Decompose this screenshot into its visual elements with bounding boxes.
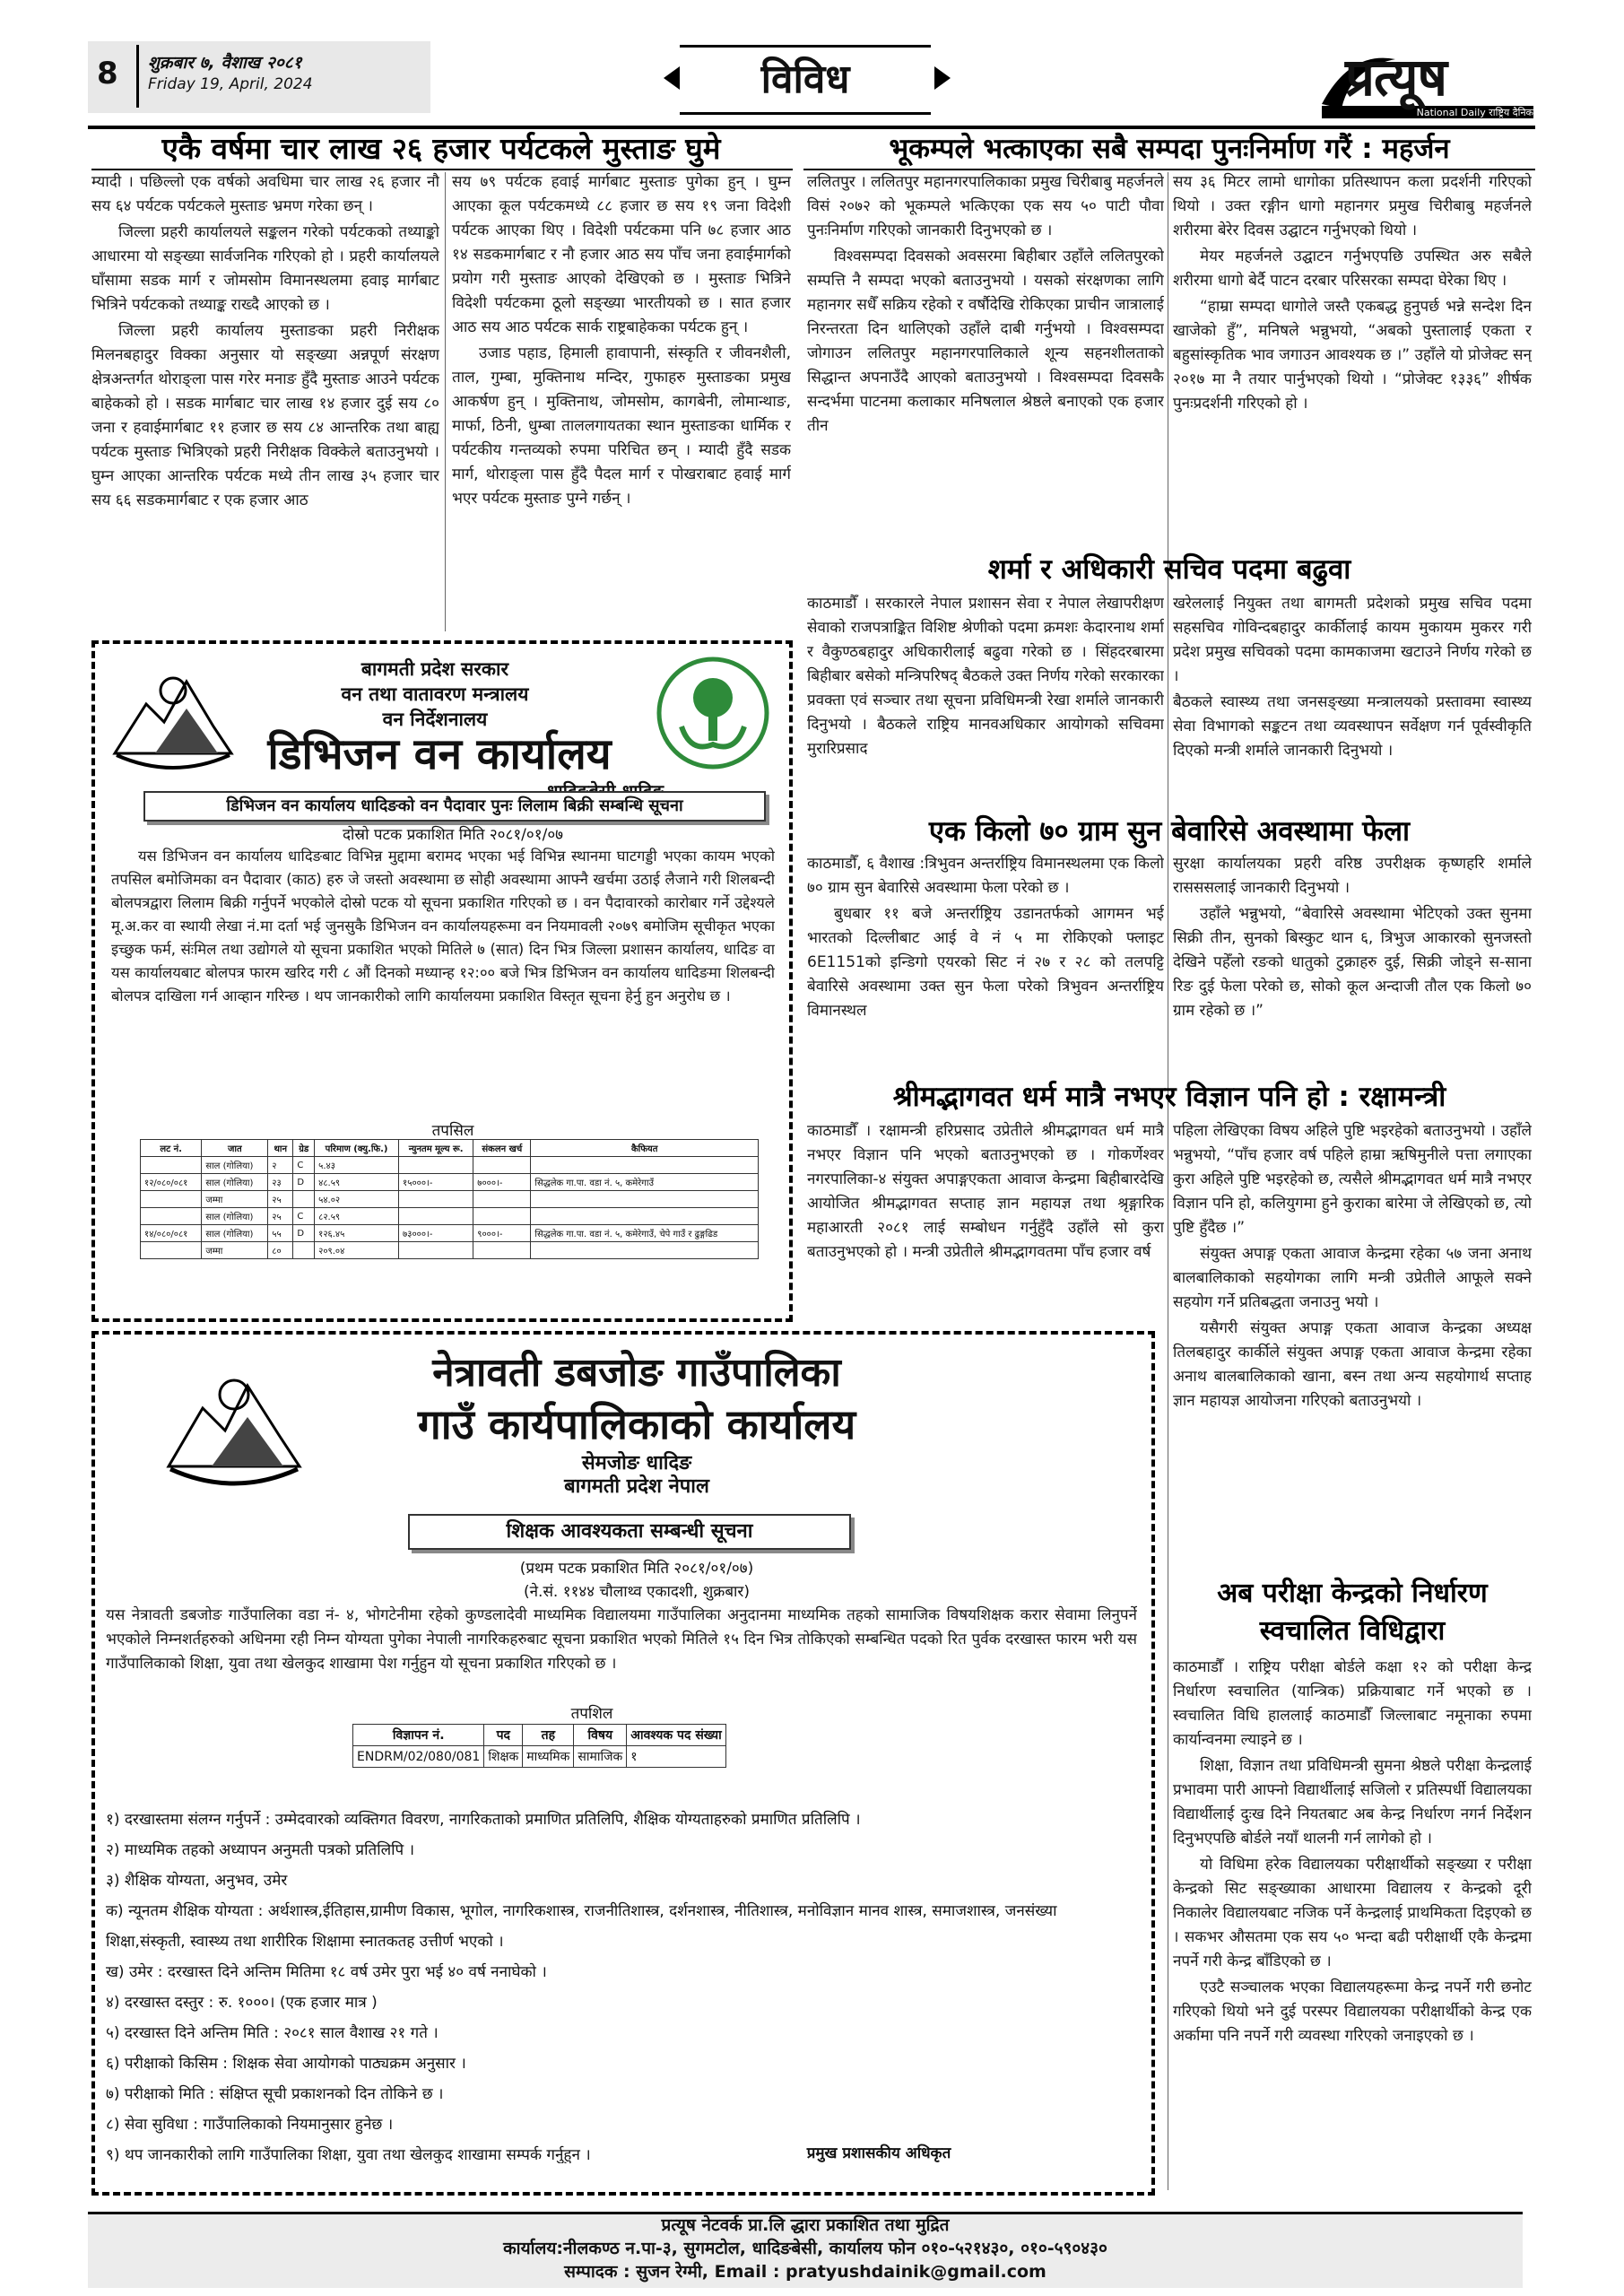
forest-ad-ministry: वन तथा वातावरण मन्त्रालय: [341, 683, 529, 705]
paragraph: काठमाडौँ । राष्ट्रिय परीक्षा बोर्डले कक्षा १२ को परीक्षा केन्द्र निर्धारण स्वचालित (यान्त्रिक) प्रक्रियाबाट गर्ने भएको छ । स्वचालित विधि हाललाई काठमाडौँ जिल्लाबाट नमूनाका रुपमा कार्यान्वनमा ल्याइने छ ।: [1173, 1658, 1532, 1749]
paragraph: सुरक्षा कार्यालयका प्रहरी वरिष्ठ उपरीक्षक कृष्णहरि शर्माले रासससलाई जानकारी दिनुभयो ।: [1173, 855, 1532, 897]
article-secretary-col2: [1173, 592, 1532, 813]
page-number: 8: [97, 56, 118, 91]
forest-table-header-cell: परिमाण (क्यु.फि.): [315, 1140, 399, 1157]
paragraph: बुधबार ११ बजे अन्तर्राष्ट्रिय उडानतर्फको आगमन भई भारतको दिल्लीबाट आई वे नं ५ मा रोकिएको फ्लाइट 6E1151को इन्डिगो एयरको सिट नं २७ र २८ को तलपट्टि बेवारिसे अवस्थामा उक्त सुन फेला परेको त्रिभुवन अन्तर्राष्ट्रिय विमानस्थल: [807, 905, 1164, 1020]
header-divider: [136, 45, 139, 108]
forest-table-cell: [399, 1208, 473, 1225]
vacancy-table-cell: सामाजिक: [574, 1746, 627, 1768]
forest-table-cell: [473, 1157, 531, 1174]
forest-table-cell: १५०००।-: [399, 1174, 473, 1191]
forest-table-cell: ७०००।-: [473, 1174, 531, 1191]
forest-table-row: [141, 1225, 759, 1242]
forest-table-cell: २०९.०४: [315, 1242, 399, 1259]
paragraph: विश्वसम्पदा दिवसको अवसरमा बिहीबार उहाँले ललितपुरको सम्पत्ति नै सम्पदा भएको बताउनुभयो । यसको संरक्षणका लागि महानगर सधैँ सक्रिय रहेको र वर्षौदेखि रोकिएका प्राचीन जात्रालाई निरन्तरता दिन थालिएको उहाँले दाबी गर्नुभयो । विश्वसम्पदा जोगाउन ललितपुर महानगरपालिकाले शून्य सहनशीलताको सिद्धान्त अपनाउँदै आएको बताउनुभयो । विश्वसम्पदा दिवसकै सन्दर्भमा पाटनमा कलाकार मनिषलाल श्रेष्ठले बनाएको एक हजार तीन: [807, 248, 1164, 435]
forest-table-cell: C: [293, 1208, 315, 1225]
forest-table-cell: जम्मा: [202, 1242, 268, 1259]
logo-wordmark: प्रत्यूष: [1345, 47, 1446, 108]
footer-address: कार्यालय:नीलकण्ठ न.पा-३, सुगमटोल, धादिङबेसी, कार्यालय फोन ०१०-५२१४३०, ०१०-५९०४३०: [503, 2239, 1107, 2258]
gaupalika-ns-date: (ने.सं. ११४४ चौलाथ्व एकादशी, शुक्रबार): [523, 1583, 751, 1601]
paragraph: सय ३६ मिटर लामो धागोका प्रतिस्थापन कला प्रदर्शनी गरिएको थियो । उक्त रङ्गीन धागो महानगर प्रमुख चिरीबाबु महर्जनले शरीरमा बेरेर दिवस उद्घाटन गर्नुभएको थियो ।: [1173, 173, 1532, 239]
footer-editor: सम्पादक : सुजन रेग्मी, Email : pratyushdainik@gmail.com: [564, 2262, 1046, 2282]
forest-table-cell: [399, 1242, 473, 1259]
vacancy-table-cell: माध्यमिक: [523, 1746, 574, 1768]
vacancy-table-header-cell: तह: [523, 1725, 574, 1746]
forest-table-cell: २५: [268, 1191, 293, 1208]
forest-table-cell: साल (गोलिया): [202, 1225, 268, 1242]
forest-table-cell: [399, 1157, 473, 1174]
article-exam: [1173, 1656, 1532, 2194]
forest-table-cell: [531, 1208, 759, 1225]
gaupalika-notice-title: शिक्षक आवश्यकता सम्बन्धी सूचना: [408, 1514, 851, 1550]
condition-item: २) माध्यमिक तहको अध्यापन अनुमती पत्रको प्रतिलिपि ।: [106, 1841, 415, 1859]
forest-table-row: [141, 1191, 759, 1208]
paragraph: शिक्षा, विज्ञान तथा प्रविधिमन्त्री सुमना श्रेष्ठले परीक्षा केन्द्रलाई प्रभावमा पारी आफ्नो विद्यार्थीलाई सजिलो र प्रतिस्पर्धी विद्यालयका विद्यार्थीलाई दुःख दिने नियतबाट अब केन्द्र निर्धारण नगर्न निर्देशन दिनुभएपछि बोर्डले नयाँ थालनी गर्न लागेको हो ।: [1173, 1757, 1532, 1848]
condition-item: ९) थप जानकारीको लागि गाउँपालिका शिक्षा, युवा तथा खेलकुद शाखामा सम्पर्क गर्नुहुन ।: [106, 2146, 591, 2163]
paragraph: सय ७९ पर्यटक हवाई मार्गबाट मुस्ताङ पुगेका हुन् । घुम्न आएका कूल पर्यटकमध्ये ८८ हजार छ सय १९ जना विदेशी पर्यटक आएका थिए । विदेशी पर्यटकमा पनि ७८ हजार आठ १४ सडकमार्गबाट र नौ हजार आठ सय पाँच जना हवाईमार्गको प्रयोग गरी मुस्ताङ आएको देखिएको छ । मुस्ताङ भित्रिने विदेशी पर्यटकमा ठूलो सङ्ख्या भारतीयको छ । सात हजार आठ सय आठ पर्यटक सार्क राष्ट्रबाहेकका पर्यटक हुन् ।: [452, 173, 791, 336]
nepal-emblem-icon: [158, 1354, 310, 1489]
forest-table-cell: [141, 1242, 202, 1259]
footer-publisher: प्रत्यूष नेटवर्क प्रा.लि द्धारा प्रकाशित तथा मुद्रित: [661, 2215, 950, 2235]
forest-table-cell: [531, 1242, 759, 1259]
section-right-arrow-icon: [934, 66, 951, 90]
headline-heritage: भूकम्पले भत्काएका सबै सम्पदा पुनःनिर्माण गरैं : महर्जन: [889, 133, 1450, 165]
gaupalika-conditions: [106, 1805, 1137, 2163]
condition-item: ७) परीक्षाको मिति : संक्षिप्त सूची प्रकाशनको दिन तोकिने छ ।: [106, 2085, 444, 2103]
forest-table-header-cell: जात: [202, 1140, 268, 1157]
forest-table-cell: [141, 1208, 202, 1225]
paragraph: म्यादी । पछिल्लो एक वर्षको अवधिमा चार लाख २६ हजार नौ सय ६४ पर्यटक पर्यटकले मुस्ताङ भ्रमण गरेका छन् ।: [91, 173, 439, 215]
article-mustang-col2: [452, 170, 791, 637]
forest-table-cell: २५: [268, 1208, 293, 1225]
forest-table-cell: ७३०००।-: [399, 1225, 473, 1242]
forest-table-cell: सिद्धलेक गा.पा. वडा नं. ५, कमेरेगाउँ, चेपे गाउँ र ढुङ्गढिड: [531, 1225, 759, 1242]
article-secretary-col1: [807, 592, 1164, 813]
date-english: Friday 19, April, 2024: [148, 75, 313, 93]
paragraph: यसैगरी संयुक्त अपाङ्ग एकता आवाज केन्द्रका अध्यक्ष तिलबहादुर कार्कीले संयुक्त अपाङ्ग एकता आवाज केन्द्रमा रहेका अनाथ बालबालिकाको खाना, बस्न तथा अन्य सहयोगार्थ सप्ताह ज्ञान महायज्ञ आयोजना गरिएको बताउनुभयो ।: [1173, 1319, 1532, 1410]
forest-table-header-cell: लट नं.: [141, 1140, 202, 1157]
forest-table-header-cell: कैफियत: [531, 1140, 759, 1157]
forest-table-cell: [399, 1191, 473, 1208]
headline-exam: [1173, 1575, 1532, 1650]
paragraph: काठमाडौँ, ६ वैशाख :त्रिभुवन अन्तर्राष्ट्रिय विमानस्थलमा एक किलो ७० ग्राम सुन बेवारिसे अवस्थामा फेला परेको छ ।: [807, 855, 1164, 897]
forest-table-header-cell: संकलन खर्च: [473, 1140, 531, 1157]
logo-subtitle: National Daily राष्ट्रिय दैनिक: [1416, 107, 1533, 118]
condition-item: ख) उमेर : दरखास्त दिने अन्तिम मितिमा १८ वर्ष उमेर पुरा भई ४० वर्ष ननाघेको ।: [106, 1963, 547, 1981]
paragraph: यो विधिमा हरेक विद्यालयका परीक्षार्थीको सङ्ख्या र परीक्षा केन्द्रको सिट सङ्ख्याका आधारमा विद्यालय र केन्द्रको दूरी निकालेर विद्यालयबाट नजिक पर्ने केन्द्रलाई प्राथमिकता दिइएको छ । सकभर औसतमा एक सय ५० भन्दा बढी परीक्षार्थी एकै केन्द्रमा नपर्ने गरी केन्द्र बाँडिएको छ ।: [1173, 1856, 1532, 1970]
headline-mustang: एकै वर्षमा चार लाख २६ हजार पर्यटकले मुस्ताङ घुमे: [161, 131, 721, 166]
forest-ad-office-name: डिभिजन वन कार्यालय: [267, 729, 612, 779]
forest-table-row: [141, 1208, 759, 1225]
vacancy-table-cell: १: [627, 1746, 725, 1768]
vacancy-table-header-cell: आवश्यक पद संख्या: [627, 1725, 725, 1746]
condition-item: ५) दरखास्त दिने अन्तिम मिति : २०८१ साल वैशाख २१ गते ।: [106, 2024, 439, 2042]
condition-item: ८) सेवा सुविधा : गाउँपालिकाको नियमानुसार हुनेछ ।: [106, 2116, 394, 2134]
forest-table-header-cell: ग्रेड: [293, 1140, 315, 1157]
gaupalika-address1: सेमजोङ धादिङ: [581, 1452, 692, 1474]
forest-table-cell: ९०००।-: [473, 1225, 531, 1242]
forest-table-cell: ८०: [268, 1242, 293, 1259]
forest-table-cell: १४/०८०/०८१: [141, 1225, 202, 1242]
paragraph: काठमाडौँ । सरकारले नेपाल प्रशासन सेवा र नेपाल लेखापरीक्षण सेवाको राजपत्राङ्कित विशिष्ट श्रेणीको पदमा क्रमशः केदारनाथ शर्मा र वैकुण्ठबहादुर अधिकारीलाई बढुवा गरेको छ । सिंहदरबारमा बिहीबार बसेको मन्त्रिपरिषद् बैठकले उक्त निर्णय गरेको सरकारका प्रवक्ता एवं सञ्चार तथा सूचना प्रविधिमन्त्री रेखा शर्माले जानकारी दिनुभयो । बैठकले राष्ट्रिय मानवअधिकार आयोगको सचिवमा मुरारिप्रसाद: [807, 595, 1164, 758]
vacancy-table: [352, 1724, 726, 1768]
forest-table-cell: [293, 1191, 315, 1208]
gaupalika-body: [106, 1604, 1137, 1702]
gaupalika-office: गाउँ कार्यपालिकाको कार्यालय: [417, 1400, 856, 1448]
article-bhagavat-col1: [807, 1119, 1164, 1318]
forest-table-cell: ५.४३: [315, 1157, 399, 1174]
vacancy-table-cell: शिक्षक: [484, 1746, 523, 1768]
section-title: विविध: [680, 45, 931, 115]
forest-table-cell: १२/०८०/०८१: [141, 1174, 202, 1191]
forest-table-cell: [473, 1208, 531, 1225]
paragraph: जिल्ला प्रहरी कार्यालयले सङ्कलन गरेको पर्यटकको तथ्याङ्को आधारमा यो सङ्ख्या सार्वजनिक गरिएको हो । प्रहरी कार्यालयले घाँसामा सडक मार्ग र जोमसोम विमानस्थलमा हवाइ मार्गबाट भित्रिने पर्यटकको तथ्याङ्क राख्दै आएको छ ।: [91, 223, 439, 314]
footer-text: [88, 2213, 1523, 2283]
vacancy-table-cell: ENDRM/02/080/081: [353, 1746, 484, 1768]
forest-table-cell: ५४.०२: [315, 1191, 399, 1208]
forest-table-cell: D: [293, 1174, 315, 1191]
forest-table-cell: [531, 1191, 759, 1208]
paragraph: जिल्ला प्रहरी कार्यालय मुस्ताङका प्रहरी निरीक्षक मिलनबहादुर विक्का अनुसार यो सङ्ख्या अन्नपूर्ण संरक्षण क्षेत्रअन्तर्गत थोराङ्ला पास गरेर मनाङ हुँदै मुस्ताङ आउने पर्यटक बाहेकको हो । सडक मार्गबाट चार लाख १४ हजार दुई सय ८० जना र हवाईमार्गबाट ११ हजार छ सय ८४ आन्तरिक तथा बाह्य पर्यटक मुस्ताङ भित्रिएको प्रहरी निरीक्षक विक्केले बताउनुभयो । घुम्न आएका आन्तरिक पर्यटक मध्ये तीन लाख ३५ हजार चार सय ६६ सडकमार्गबाट र एक हजार आठ: [91, 322, 439, 509]
forest-table-cell: D: [293, 1225, 315, 1242]
headline-bhagavat: श्रीमद्भागवत धर्म मात्रै नभएर विज्ञान पनि हो : रक्षामन्त्री: [892, 1081, 1446, 1113]
forest-table-row: [141, 1174, 759, 1191]
forest-table-cell: [473, 1242, 531, 1259]
forest-table-cell: [141, 1191, 202, 1208]
forest-table-cell: २: [268, 1157, 293, 1174]
section-left-arrow-icon: [664, 66, 680, 90]
forest-table-row: [141, 1242, 759, 1259]
paragraph: काठमाडौँ । रक्षामन्त्री हरिप्रसाद उप्रेतीले श्रीमद्भागवत धर्म मात्रै नभएर विज्ञान पनि भएको बताउनुभएको छ । गोकर्णेश्वर नगरपालिका-४ संयुक्त अपाङ्गएकता आवाज केन्द्रमा बिहीबारदेखि आयोजित श्रीमद्भागवत सप्ताह ज्ञान महायज्ञ तथा श्रृङ्गारिक महाआरती २०८१ लाई सम्बोधन गर्नुहुँदै उहाँले सो कुरा बताउनुभएको हो । मन्त्री उप्रेतीले श्रीमद्भागवतमा पाँच हजार वर्ष: [807, 1122, 1164, 1261]
forest-table-caption: तपसिल: [431, 1122, 474, 1140]
header-date: [148, 52, 313, 95]
forest-table-cell: C: [293, 1157, 315, 1174]
article-bhagavat-col2: [1173, 1119, 1532, 1568]
paragraph: एउटै सञ्चालक भएका विद्यालयहरूमा केन्द्र नपर्ने गरी छनोट गरिएको थियो भने दुई परस्पर विद्यालयका परीक्षार्थीको केन्द्र एक अर्कामा पनि नपर्ने गरी व्यवस्था गरिएको जनाइएको छ ।: [1173, 1979, 1532, 2045]
forest-pub-date: दोस्रो पटक प्रकाशित मिति २०८१/०१/०७: [342, 826, 563, 844]
forest-ad-directorate: वन निर्देशनालय: [382, 709, 488, 730]
forest-table-cell: [531, 1157, 759, 1174]
paragraph: पहिला लेखिएका विषय अहिले पुष्टि भइरहेको बताउनुभयो । उहाँले भन्नुभयो, “पाँच हजार वर्ष पहिले हाम्रा ऋषिमुनीले पत्ता लगाएका कुरा अहिले पुष्टि भइरहेको छ, त्यसैले श्रीमद्भागवत धर्म मात्रै नभएर विज्ञान पनि हो, कलियुगमा हुने कुराका बारेमा जे लेखिएको छ, त्यो पुष्टि हुँदैछ ।”: [1173, 1122, 1532, 1237]
paragraph: उहाँले भन्नुभयो, “बेवारिसे अवस्थामा भेटिएको उक्त सुनमा सिक्री तीन, सुनको बिस्कुट थान ६, त्रिभुज आकारको सुनजस्तो देखिने पहेँलो रङको धातुको टुक्राहरु दुई, सिक्री जोड्ने स-साना रिङ दुई फेला परेको छ, सोको कूल अन्दाजी तौल एक किलो ७० ग्राम रहेको छ ।”: [1173, 905, 1532, 1020]
headline-exam-line2: स्वचालित विधिद्वारा: [1259, 1615, 1446, 1647]
article-mustang-col1: [91, 170, 439, 637]
forest-table-cell: १२६.४५: [315, 1225, 399, 1242]
forest-table-cell: ५५: [268, 1225, 293, 1242]
condition-item: क) न्यूनतम शैक्षिक योग्यता : अर्थशास्त्र,ईतिहास,ग्रामीण विकास, भूगोल, नागरिकशास्त्र, राजनीतिशास्त्र, दर्शनशास्त्र, नीतिशास्त्र, मनोविज्ञान मानव शास्त्र, समाजशास्त्र, जनसंख्या शिक्षा,संस्कृती, स्वास्थ्य तथा शारीरिक शिक्षामा स्नातकतह उत्तीर्ण भएको ।: [106, 1902, 1057, 1951]
forest-table-row: [141, 1157, 759, 1174]
paragraph: “हाम्रा सम्पदा धागोले जस्तै एकबद्ध हुनुपर्छ भन्ने सन्देश दिन खाजेको हुँ”, मनिषले भन्नुभयो, “अबको पुस्तालाई एकता र बहुसांस्कृतिक भाव जगाउन आवश्यक छ ।” उहाँले यो प्रोजेक्ट सन् २०१७ मा नै तयार पार्नुभएको थियो । “प्रोजेक्ट १३३६” शीर्षक पुनःप्रदर्शनी गरिएको हो ।: [1173, 298, 1532, 413]
headline-secretary: शर्मा र अधिकारी सचिव पदमा बढुवा: [987, 553, 1351, 586]
forest-table-cell: साल (गोलिया): [202, 1174, 268, 1191]
forest-ad-body: [111, 845, 775, 1114]
forest-table-cell: ४८.५९: [315, 1174, 399, 1191]
forest-table-cell: साल (गोलिया): [202, 1157, 268, 1174]
date-nepali: शुक्रबार ७, वैशाख २०८१: [148, 53, 302, 73]
vacancy-table-header-cell: पद: [484, 1725, 523, 1746]
paragraph: यस नेत्रावती डबजोङ गाउँपालिका वडा नं- ४, भोगटेनीमा रहेको कुण्डलादेवी माध्यमिक विद्यालयमा गाउँपालिका अनुदानमा माध्यमिक तहको सामाजिक विषयशिक्षक करार सेवामा लिनुपर्ने भएकोले निम्नशर्तहरुको अधिनमा रही निम्न योग्यता पुगेका नेपाली नागरिकहरुबाट सूचना प्रकाशित भएको मितिले १५ दिन भित्र तोकिएको सम्बन्धित पदको रित पुर्वक दरखास्त फारम भरी यस गाउँपालिकाको शिक्षा, युवा तथा खेलकुद शाखामा पेश गर्नुहुन यो सूचना प्रकाशित गरिएको छ ।: [106, 1606, 1137, 1673]
forest-notice-title: डिभिजन वन कार्यालय धादिङको वन पैदावार पुनः लिलाम बिक्री सम्बन्धि सूचना: [143, 791, 766, 822]
forest-table-cell: २३: [268, 1174, 293, 1191]
article-heritage-col2: [1173, 170, 1532, 565]
gaupalika-name: नेत्रावती डबजोङ गाउँपालिका: [432, 1350, 841, 1396]
condition-item: ६) परीक्षाको किसिम : शिक्षक सेवा आयोगको पाठ्यक्रम अनुसार ।: [106, 2055, 466, 2073]
forest-ad-header: [242, 657, 628, 732]
forest-table-cell: साल (गोलिया): [202, 1208, 268, 1225]
headline-gold: एक किलो ७० ग्राम सुन बेवारिसे अवस्थामा फेला: [928, 815, 1411, 848]
gaupalika-table-caption: तपशिल: [570, 1705, 613, 1723]
column-rule: [445, 172, 446, 631]
gaupalika-address2: बागमती प्रदेश नेपाल: [564, 1475, 709, 1498]
paragraph: संयुक्त अपाङ्ग एकता आवाज केन्द्रमा रहेका ५७ जना अनाथ बालबालिकाको सहयोगका लागि मन्त्री उप्रेतीले आफूले सक्ने सहयोग गर्ने प्रतिबद्धता जनाउनु भयो ।: [1173, 1245, 1532, 1311]
forest-table-cell: [141, 1157, 202, 1174]
paragraph: मेयर महर्जनले उद्घाटन गर्नुभएपछि उपस्थित अरु सबैले शरीरमा धागो बेर्दै पाटन दरबार परिसरका सम्पदा घेरेका थिए ।: [1173, 248, 1532, 290]
vacancy-table-row: [353, 1746, 726, 1768]
forest-ad-govt: बागमती प्रदेश सरकार: [360, 658, 509, 680]
forest-table-cell: [293, 1242, 315, 1259]
forest-table-cell: सिद्धलेक गा.पा. वडा नं. ५, कमेरेगाउँ: [531, 1174, 759, 1191]
article-gold-col2: [1173, 852, 1532, 1085]
paragraph: उजाड पहाड, हिमाली हावापानी, संस्कृति र जीवनशैली, ताल, गुम्बा, मुक्तिनाथ मन्दिर, गुफाहरु मुस्ताङका प्रमुख आकर्षण हुन् । मुक्तिनाथ, जोमसोम, कागबेनी, लोमान्थाङ, मार्फा, ठिनी, धुम्बा ताललगायतका स्थान मुस्ताङका धार्मिक र पर्यटकीय गन्तव्यको रुपमा परिचित छन् । म्यादी हुँदै सडक मार्ग, थोराङ्ला पास हुँदै पैदल मार्ग र पोखराबाट हवाई मार्ग भएर पर्यटक मुस्ताङ पुग्ने गर्छन् ।: [452, 344, 791, 508]
paragraph: खरेललाई नियुक्त तथा बागमती प्रदेशको प्रमुख सचिव पदमा सहसचिव गोविन्दबहादुर कार्कीलाई कायम मुकायम मुकरर गरी प्रदेश प्रमुख सचिवको पदमा कामकाजमा खटाउने निर्णय गरेको छ ।: [1173, 595, 1532, 685]
vacancy-table-header-cell: विज्ञापन नं.: [353, 1725, 484, 1746]
headline-exam-line1: अब परीक्षा केन्द्रको निर्धारण: [1217, 1578, 1488, 1609]
article-heritage-col1: [807, 170, 1164, 565]
condition-item: ३) शैक्षिक योग्यता, अनुभव, उमेर: [106, 1872, 288, 1890]
forest-table-header-cell: थान: [268, 1140, 293, 1157]
forest-lot-table: [140, 1139, 759, 1259]
paragraph: ललितपुर । ललितपुर महानगरपालिकाका प्रमुख चिरीबाबु महर्जनले विसं २०७२ को भूकम्पले भत्किएका एक सय ५० पाटी पौवा पुनःनिर्माण गरिएको जानकारी दिनुभएको छ ।: [807, 173, 1164, 239]
signature-title: प्रमुख प्रशासकीय अधिकृत: [806, 2144, 951, 2162]
forest-table-cell: [473, 1191, 531, 1208]
forest-table-header-cell: न्युनतम मूल्य रू.: [399, 1140, 473, 1157]
condition-item: ४) दरखास्त दस्तुर : रु. १०००। (एक हजार मात्र ): [106, 1994, 378, 2012]
vacancy-table-header-cell: विषय: [574, 1725, 627, 1746]
gaupalika-pub-date: (प्रथम पटक प्रकाशित मिति २०८१/०१/०७): [519, 1560, 754, 1578]
condition-item: १) दरखास्तमा संलग्न गर्नुपर्ने : उम्मेदवारको व्यक्तिगत विवरण, नागरिकताको प्रमाणित प्रतिलिपि, शैक्षिक योग्यताहरुको प्रमाणित प्रतिलिपि ।: [106, 1811, 861, 1829]
forest-logo-icon: [655, 655, 771, 771]
paragraph: यस डिभिजन वन कार्यालय धादिङबाट विभिन्न मुद्दामा बरामद भएका भई विभिन्न स्थानमा घाटगड्डी भएका कायम भएको तपसिल बमोजिमका वन पैदावार (काठ) हरु जे जस्तो अवस्थामा छ सोही अवस्थामा आफ्नै खर्चमा उठाई लैजाने गरी शिलबन्दी बोलपत्रद्वारा लिलाम बिक्री गर्नुपर्ने भएकोले दोस्रो पटक यो सूचना प्रकाशित गरिएको छ । वन पैदावारको कारोबार गर्ने उद्देश्यले मू.अ.कर वा स्थायी लेखा नं.मा दर्ता भई जुनसुकै डिभिजन वन कार्यालयहरूमा वन नियमावली २०७९ बमोजिम सूचीकृत भएका इच्छुक फर्म, संःमिल तथा उद्योगले यो सूचना प्रकाशित भएको मितिले ७ (सात) दिन भित्र जिल्ला प्रशासन कार्यालय, धादिङ वा यस कार्यालयबाट बोलपत्र फारम खरिद गरी ८ औं दिनको मध्यान्ह १२:०० बजे भित्र डिभिजन वन कार्यालय धादिङमा शिलबन्दी बोलपत्र दाखिला गर्न आव्हान गरिन्छ । थप जानकारीको लागि कार्यालयमा प्रकाशित विस्तृत सूचना हेर्नु हुन अनुरोध छ ।: [111, 848, 775, 1004]
paragraph: बैठकले स्वास्थ्य तथा जनसङ्ख्या मन्त्रालयको प्रस्तावमा स्वास्थ्य सेवा विभागको सङ्कटन तथा व्यवस्थापन सर्वेक्षण गर्न पूर्वस्वीकृति दिएको मन्त्री शर्माले जानकारी दिनुभयो ।: [1173, 693, 1532, 760]
forest-table-cell: ८२.५९: [315, 1208, 399, 1225]
article-gold-col1: [807, 852, 1164, 1085]
forest-table-cell: जम्मा: [202, 1191, 268, 1208]
